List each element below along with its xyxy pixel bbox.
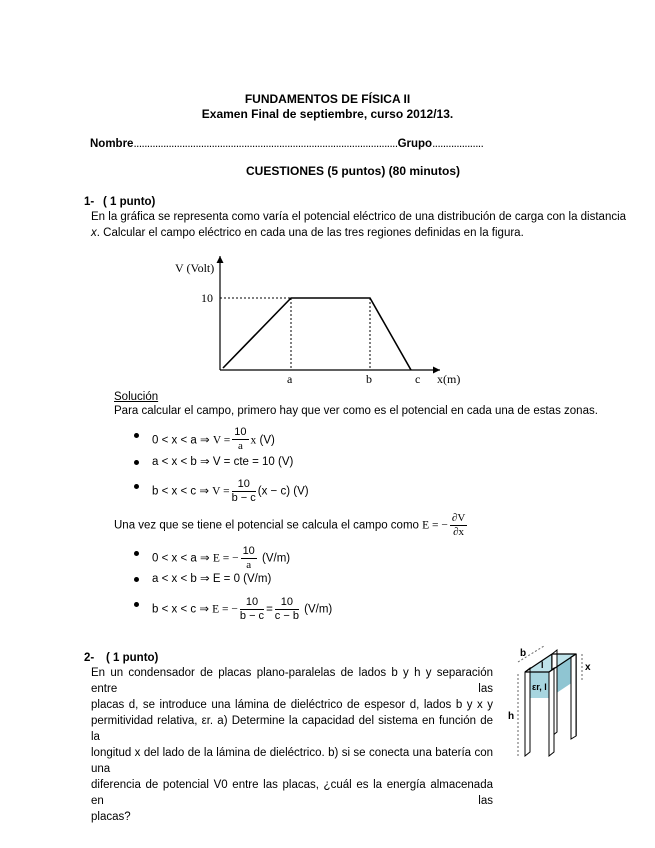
front-plate-right [549,668,554,756]
group-dots: ................... [432,138,484,150]
lhs: V = [212,434,231,447]
q2-line: diferencia de potencial V0 entre las placas, ¿cuál es la energía almacenada en las [91,779,493,807]
label-b: b [520,648,527,659]
unit: (V) [259,434,275,447]
range: a < x < b [152,573,197,585]
q1-var-x: x [91,227,97,239]
rest: (x − c) [257,485,291,498]
label-x: x [585,662,591,673]
right-plate [571,654,576,739]
q2-line: permitividad relativa, εr. a) Determine la capacidad del sistema en función de la [91,715,493,743]
fraction [241,545,257,572]
numerator: ∂V [451,512,466,524]
implies-arrow: ⇒ [199,573,210,585]
v-item-1 [152,427,275,454]
solution-intro: Para calcular el campo, primero hay que ver como es el potencial en cada una de estas zonas. [114,405,598,417]
q1-text-line2 [91,225,524,241]
unit: (V) [293,485,309,498]
implies-arrow: ⇒ [199,456,210,468]
x-tick-a: a [287,372,293,386]
range: 0 < x < a [152,552,197,565]
potential-graph [165,250,485,390]
denominator: a [237,440,243,452]
lhs: E = − [212,603,238,616]
q1-text-line1: En la gráfica se representa como varía el potencial eléctrico de una distribución de carga con la distancia [91,211,627,223]
numerator: 10 [242,545,255,557]
q1-points: ( 1 punto) [103,196,156,208]
label-h: h [508,711,515,722]
front-plate-left [525,668,530,756]
solution-title: Solución [114,391,159,403]
label-region1: l [541,660,544,670]
lhs: E = − [212,552,239,565]
fraction [240,596,264,623]
v-item-3 [152,478,309,505]
unit: (V/m) [304,603,333,616]
capacitor-figure [500,640,610,765]
q2-line: En un condensador de placas plano-paralelas de lados b y h y separación entre las [91,667,493,695]
numerator: 10 [275,596,299,610]
field-intro-text: Una vez que se tiene el potencial se calcula el campo como [114,519,419,532]
q2-points: ( 1 punto) [106,652,159,664]
denominator: c − b [274,610,299,622]
q2-line: placas d, se introduce una lámina de dieléctrico de espesor d, lados b y x y [91,699,493,711]
x-tick-b: b [366,372,372,386]
q2-line: longitud x del lado de la lámina de dieléctrico. b) si se conecta una batería con una [91,747,493,775]
bullet [134,577,139,582]
name-label: Nombre [90,138,134,150]
numerator: 10 [234,426,247,438]
numerator: 10 [232,478,256,492]
e-item-1 [152,545,290,572]
bullet [134,460,139,465]
value: V = cte = 10 (V) [212,456,294,468]
q2-text [91,665,493,825]
q2-line: placas? [91,811,131,823]
bullet [134,602,139,607]
name-dots: .................................................................................................. [133,138,398,150]
e-item-3 [152,596,332,623]
y-tick-10: 10 [201,291,213,305]
field-intro [114,512,469,539]
q1-text-line2-rest: . Calcular el campo eléctrico en cada una de las tres regiones definidas en la figura. [96,227,524,239]
label-region2: εr, l [532,682,547,692]
q1-number: 1- [84,196,95,208]
range: b < x < c [152,485,197,498]
equals: = [266,603,273,616]
denominator: ∂x [453,526,465,538]
bullet [134,551,139,556]
fraction [232,426,248,453]
exam-subtitle: Examen Final de septiembre, curso 2012/13. [201,107,454,121]
field-fraction [450,512,467,539]
exam-title: FUNDAMENTOS DE FÍSICA II [244,92,411,106]
range: 0 < x < a [152,434,197,447]
q2-number: 2- [84,652,95,664]
bullet [134,484,139,489]
lhs: V = [212,485,230,498]
implies-arrow: ⇒ [199,552,210,565]
fraction [275,596,299,623]
e-item-2 [152,571,271,587]
implies-arrow: ⇒ [199,603,209,616]
name-group-line [90,136,483,152]
y-axis-label: V (Volt) [175,261,215,275]
rest: x [250,434,257,447]
v-item-2 [152,454,293,470]
denominator: b − c [231,492,256,504]
value: E = 0 (V/m) [212,573,272,585]
implies-arrow: ⇒ [199,434,210,447]
unit: (V/m) [262,552,291,565]
bullet [134,433,139,438]
denominator: b − c [239,610,265,622]
range: b < x < c [152,603,197,616]
potential-curve [223,298,411,370]
range: a < x < b [152,456,197,468]
x-axis-label: x(m) [437,372,461,386]
fraction [232,478,256,505]
x-tick-c: c [415,372,421,386]
denominator: a [246,559,252,571]
field-lhs: E = − [422,519,448,532]
section-title: CUESTIONES (5 puntos) (80 minutos) [246,164,461,178]
implies-arrow: ⇒ [199,485,209,498]
group-label: Grupo [397,138,433,150]
numerator: 10 [240,596,264,610]
